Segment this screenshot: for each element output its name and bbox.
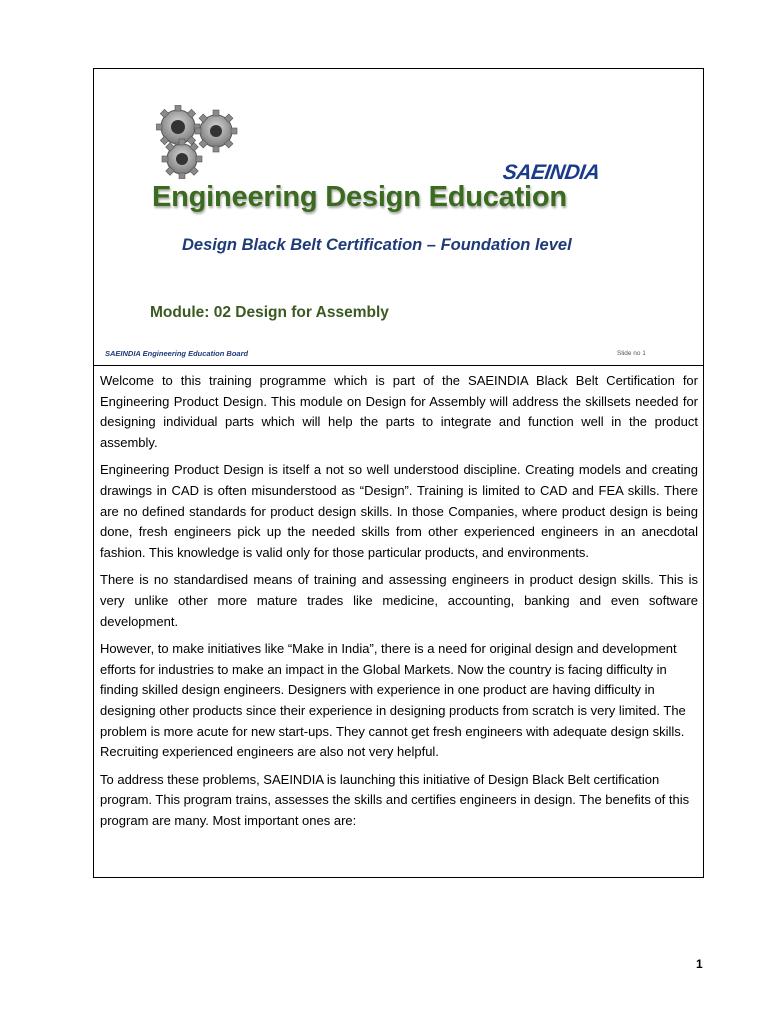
paragraph: There is no standardised means of training and assessing engineers in product design skills. This is very unlike other more mature trades like medicine, accounting, banking and even software development. bbox=[100, 572, 698, 629]
slide-title: Engineering Design Education bbox=[152, 181, 567, 213]
notes-body bbox=[100, 371, 698, 838]
page-number: 1 bbox=[696, 957, 703, 971]
saeindia-logo: SAEINDIA bbox=[501, 161, 601, 184]
slide-thumbnail bbox=[94, 69, 703, 366]
slide-footer-board: SAEINDIA Engineering Education Board bbox=[105, 349, 249, 358]
paragraph: However, to make initiatives like “Make in India”, there is a need for original design and development efforts for industries to make an impact in the Global Markets. Now the country is facing difficulty in finding skilled design engineers. Designers with experience in one product are having difficulty in designing other products since their experience in designing products from scratch is very limited. The problem is more acute for new start-ups. They cannot get fresh engineers with adequate design skills. Recruiting experienced engineers are also not very helpful. bbox=[100, 641, 686, 760]
paragraph: Welcome to this training programme which is part of the SAEINDIA Black Belt Certification for Engineering Product Design. This module on Design for Assembly will address the skillsets needed for designing individual parts which will help the parts to integrate and function well in the product assembly. bbox=[100, 373, 698, 450]
paragraph: Engineering Product Design is itself a not so well understood discipline. Creating models and creating drawings in CAD is often misunderstood as “Design”. Training is limited to CAD and FEA skills. There are no defined standards for product design skills. In those Companies, where product design is being done, fresh engineers pick up the needed skills from other experienced engineers in an anecdotal fashion. This knowledge is valid only for those particular products, and environments. bbox=[100, 462, 698, 560]
page-frame bbox=[93, 68, 704, 878]
module-heading: Module: 02 Design for Assembly bbox=[150, 304, 389, 321]
slide-subtitle: Design Black Belt Certification – Foundation level bbox=[182, 236, 572, 254]
gears-icon bbox=[156, 105, 240, 179]
slide-number-label: Slide no 1 bbox=[617, 350, 646, 357]
paragraph: To address these problems, SAEINDIA is launching this initiative of Design Black Belt certification program. This program trains, assesses the skills and certifies engineers in design. The benefits of this program are many. Most important ones are: bbox=[100, 771, 690, 828]
